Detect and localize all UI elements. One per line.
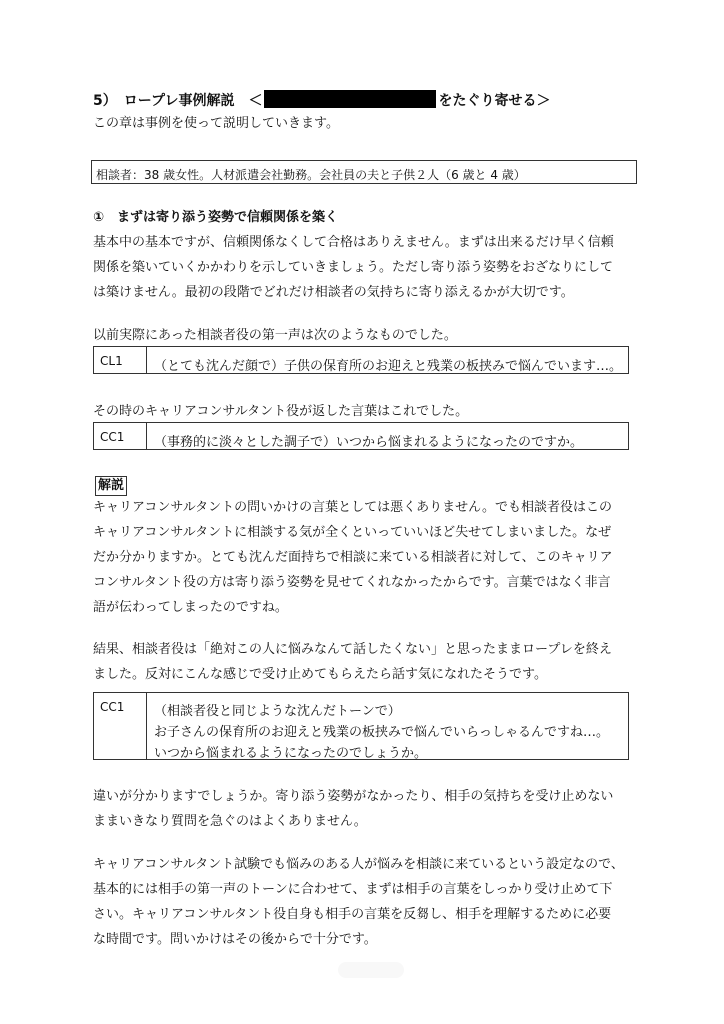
cl1-table	[93, 346, 629, 374]
cc1-better-line: （相談者役と同じような沈んだトーンで）	[154, 704, 401, 719]
explanation-line: だか分かりますか。とても沈んだ面持ちで相談に来ている相談者に対して、このキャリア	[93, 550, 613, 565]
cc1-better-table	[93, 692, 629, 760]
exam-line: キャリアコンサルタント試験でも悩みのある人が悩みを相談に来ているという設定なので、	[93, 857, 624, 872]
explanation-line: 語が伝わってしまったのですね。	[93, 600, 288, 615]
intro-text: この章は事例を使って説明していきます。	[93, 116, 339, 131]
kaisetsu-label: 解説	[95, 476, 127, 496]
cl1-label: CL1	[100, 354, 123, 368]
cc1-label: CC1	[100, 430, 125, 444]
cl-intro-text: 以前実際にあった相談者役の第一声は次のようなものでした。	[93, 328, 457, 343]
cc1-table	[93, 422, 629, 450]
result-line: 結果、相談者役は「絶対この人に悩みなんて話したくない」と思ったままロープレを終え	[93, 642, 612, 657]
cc-intro-text: その時のキャリアコンサルタント役が返した言葉はこれでした。	[93, 404, 469, 419]
cc1-better-label: CC1	[100, 700, 125, 714]
section1-title: ① まずは寄り添う姿勢で信頼関係を築く	[93, 210, 339, 225]
section-heading	[93, 92, 550, 110]
cc1-better-line: お子さんの保育所のお迎えと残業の板挟みで悩んでいらっしゃるんですね…。	[154, 725, 610, 740]
heading-prefix: 5） ロープレ事例解説 ＜	[93, 93, 263, 109]
result-line: ました。反対にこんな感じで受け止めてもらえたら話す気になれたそうです。	[93, 667, 547, 682]
cc1-better-label-cell	[94, 693, 147, 759]
cl1-text: （とても沈んだ顔で）子供の保育所のお迎えと残業の板挟みで悩んでいます…。	[154, 359, 623, 374]
section1-para-line: 関係を築いていくかかわりを示していきましょう。ただし寄り添う姿勢をおざなりにして	[93, 260, 614, 275]
difference-line: ままいきなり質問を急ぐのはよくありません。	[93, 814, 367, 829]
explanation-line: コンサルタント役の方は寄り添う姿勢を見せてくれなかったからです。言葉ではなく非言	[93, 575, 611, 590]
redaction-box	[264, 90, 436, 108]
client-profile-box	[91, 160, 637, 184]
page-footer-mark	[338, 962, 404, 978]
client-profile-text: 相談者：38 歳女性。人材派遣会社勤務。会社員の夫と子供２人（6 歳と 4 歳）	[96, 168, 526, 182]
heading-suffix: をたぐり寄せる＞	[438, 93, 551, 109]
difference-line: 違いが分かりますでしょうか。寄り添う姿勢がなかったり、相手の気持ちを受け止めない	[93, 789, 614, 804]
cc1-text: （事務的に淡々とした調子で）いつから悩まれるようになったのですか。	[154, 435, 584, 450]
section1-para-line: は築けません。最初の段階でどれだけ相談者の気持ちに寄り添えるかが大切です。	[93, 285, 574, 300]
exam-line: さい。キャリアコンサルタント役自身も相手の言葉を反芻し、相手を理解するために必要	[93, 907, 612, 922]
exam-line: 基本的には相手の第一声のトーンに合わせて、まずは相手の言葉をしっかり受け止めて下	[93, 882, 613, 897]
section1-para-line: 基本中の基本ですが、信頼関係なくして合格はありえません。まずは出来るだけ早く信頼	[93, 235, 614, 250]
cl1-label-cell	[94, 347, 147, 373]
cc1-better-line: いつから悩まれるようになったのでしょうか。	[154, 746, 428, 761]
cc1-label-cell	[94, 423, 147, 449]
explanation-line: キャリアコンサルタントに相談する気が全くといっていいほど失せてしまいました。なぜ	[93, 525, 612, 540]
explanation-line: キャリアコンサルタントの問いかけの言葉としては悪くありません。でも相談者役はこの	[93, 500, 612, 515]
exam-line: な時間です。問いかけはその後からで十分です。	[93, 932, 377, 947]
